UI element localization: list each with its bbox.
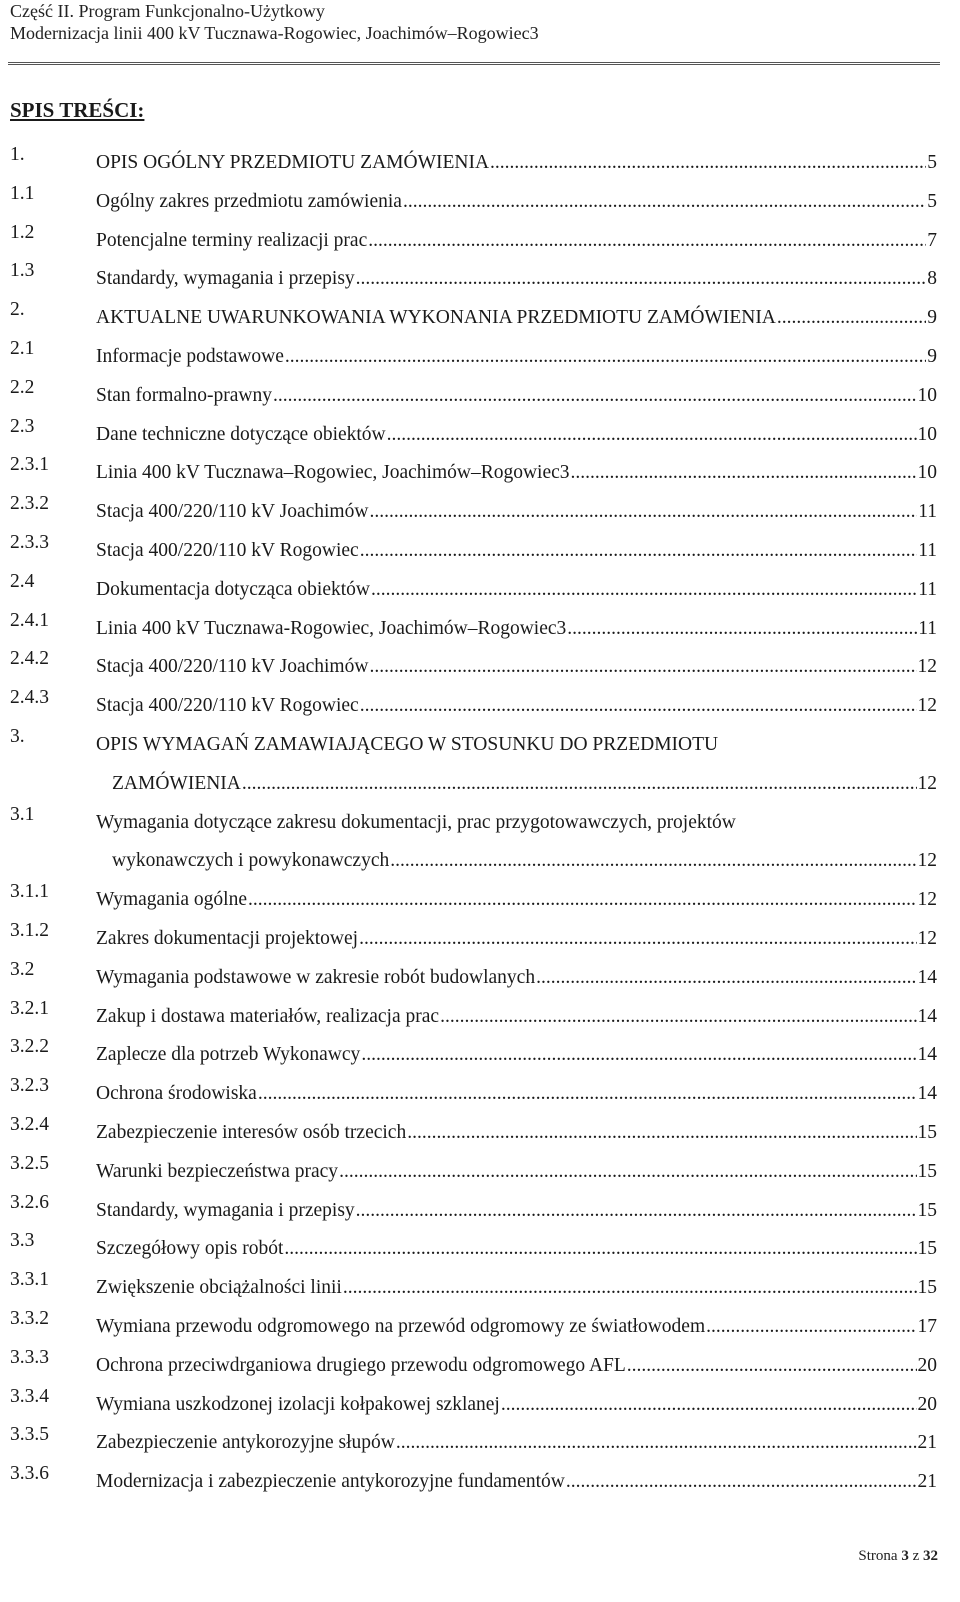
toc-entry-page: 20 bbox=[917, 1393, 937, 1415]
footer-of: z bbox=[912, 1548, 920, 1564]
toc-entry-title: Linia 400 kV Tucznawa–Rogowiec, Joachimów–Rogowiec3 bbox=[96, 462, 570, 484]
toc-leader-dots bbox=[356, 1192, 917, 1231]
toc-entry-title: Informacje podstawowe bbox=[96, 345, 284, 367]
toc-entry[interactable] bbox=[10, 1463, 937, 1502]
toc-entry-title: wykonawczych i powykonawczych bbox=[112, 850, 390, 872]
toc-entry-title: Ogólny zakres przedmiotu zamówienia bbox=[96, 190, 402, 212]
toc-entry[interactable] bbox=[10, 144, 937, 183]
page-footer bbox=[858, 1548, 938, 1565]
toc-entry-title: Wymagania ogólne bbox=[96, 889, 247, 911]
toc-leader-dots bbox=[501, 1386, 917, 1425]
toc-entry-number: 3.2.2 bbox=[10, 1036, 49, 1058]
toc-heading: SPIS TREŚCI: bbox=[10, 98, 145, 122]
toc-entry-title: Wymagania dotyczące zakresu dokumentacji, prac przygotowawczych, projektów bbox=[96, 811, 736, 833]
toc-entry-title: Dane techniczne dotyczące obiektów bbox=[96, 423, 386, 445]
toc-entry-page: 5 bbox=[927, 190, 937, 212]
toc-entry-number: 3. bbox=[10, 725, 25, 747]
toc-entry-page: 11 bbox=[918, 578, 937, 600]
toc-entry[interactable] bbox=[10, 1075, 937, 1114]
toc-leader-dots bbox=[343, 1269, 917, 1308]
toc-entry-page: 15 bbox=[917, 1121, 937, 1143]
toc-entry[interactable] bbox=[10, 726, 937, 804]
toc-leader-dots bbox=[368, 222, 926, 261]
toc-entry-page: 15 bbox=[917, 1160, 937, 1182]
toc-leader-dots bbox=[440, 998, 916, 1037]
toc-entry-number: 3.3.1 bbox=[10, 1269, 49, 1291]
toc-entry[interactable] bbox=[10, 648, 937, 687]
toc-entry-title: Zabezpieczenie interesów osób trzecich bbox=[96, 1121, 407, 1143]
toc-entry[interactable] bbox=[10, 377, 937, 416]
toc-entry[interactable] bbox=[10, 1114, 937, 1153]
toc-leader-dots bbox=[387, 416, 917, 455]
running-header bbox=[10, 0, 940, 44]
toc-entry-page: 10 bbox=[917, 462, 937, 484]
toc-leader-dots bbox=[390, 842, 916, 881]
toc-entry-number: 2.2 bbox=[10, 376, 35, 398]
toc-entry-number: 3.3.3 bbox=[10, 1346, 49, 1368]
header-divider bbox=[8, 62, 940, 65]
toc-entry-number: 3.2.3 bbox=[10, 1075, 49, 1097]
toc-entry-title: Stan formalno-prawny bbox=[96, 384, 272, 406]
toc-entry[interactable] bbox=[10, 183, 937, 222]
toc-entry-title: Zabezpieczenie antykorozyjne słupów bbox=[96, 1432, 395, 1454]
toc-entry[interactable] bbox=[10, 1424, 937, 1463]
toc-entry-page: 15 bbox=[917, 1199, 937, 1221]
toc-entry-title: Wymiana uszkodzonej izolacji kołpakowej szklanej bbox=[96, 1393, 500, 1415]
toc-entry-number: 2.4 bbox=[10, 570, 35, 592]
toc-entry[interactable] bbox=[10, 920, 937, 959]
footer-total-pages: 32 bbox=[923, 1548, 938, 1564]
toc-entry[interactable] bbox=[10, 1153, 937, 1192]
toc-entry-page: 11 bbox=[918, 501, 937, 523]
toc-entry-title: Stacja 400/220/110 kV Joachimów bbox=[96, 501, 369, 523]
toc-entry-page: 15 bbox=[917, 1238, 937, 1260]
toc-entry[interactable] bbox=[10, 454, 937, 493]
toc-entry[interactable] bbox=[10, 1036, 937, 1075]
toc-entry[interactable] bbox=[10, 610, 937, 649]
toc-entry[interactable] bbox=[10, 804, 937, 882]
toc-entry-number: 3.1.1 bbox=[10, 881, 49, 903]
toc-entry-number: 2.1 bbox=[10, 337, 35, 359]
toc-entry-number: 2.3.1 bbox=[10, 454, 49, 476]
toc-entry-number: 1.2 bbox=[10, 221, 35, 243]
toc-entry-number: 2.3.3 bbox=[10, 531, 49, 553]
toc-entry-number: 1.3 bbox=[10, 260, 35, 282]
toc-leader-dots bbox=[356, 260, 927, 299]
toc-entry-page: 14 bbox=[917, 1083, 937, 1105]
toc-entry-title: AKTUALNE UWARUNKOWANIA WYKONANIA PRZEDMIOTU ZAMÓWIENIA bbox=[96, 307, 776, 329]
toc-entry[interactable] bbox=[10, 299, 937, 338]
toc-entry-title: Zakres dokumentacji projektowej bbox=[96, 927, 359, 949]
toc-entry[interactable] bbox=[10, 260, 937, 299]
toc-leader-dots bbox=[285, 338, 926, 377]
toc-entry-number: 3.3 bbox=[10, 1230, 35, 1252]
toc-entry[interactable] bbox=[10, 1192, 937, 1231]
toc-entry-title: Modernizacja i zabezpieczenie antykorozyjne fundamentów bbox=[96, 1471, 565, 1493]
toc-entry-title: OPIS WYMAGAŃ ZAMAWIAJĄCEGO W STOSUNKU DO PRZEDMIOTU bbox=[96, 733, 719, 755]
toc-entry-number: 1. bbox=[10, 144, 25, 165]
toc-entry[interactable] bbox=[10, 1308, 937, 1347]
toc-entry-number: 3.3.6 bbox=[10, 1463, 49, 1485]
toc-entry-page: 9 bbox=[927, 307, 937, 329]
toc-leader-dots bbox=[339, 1153, 916, 1192]
toc-leader-dots bbox=[242, 765, 917, 804]
toc-entry[interactable] bbox=[10, 222, 937, 261]
toc-entry-title: Stacja 400/220/110 kV Rogowiec bbox=[96, 695, 359, 717]
toc-entry-page: 8 bbox=[927, 268, 937, 290]
toc-leader-dots bbox=[361, 1036, 916, 1075]
toc-entry-page: 21 bbox=[917, 1432, 937, 1454]
toc-entry[interactable] bbox=[10, 1230, 937, 1269]
toc-entry-page: 14 bbox=[917, 1005, 937, 1027]
toc-entry-page: 12 bbox=[917, 772, 937, 794]
toc-entry[interactable] bbox=[10, 532, 937, 571]
toc-leader-dots bbox=[284, 1230, 916, 1269]
toc-entry-title: Ochrona środowiska bbox=[96, 1083, 257, 1105]
toc-entry-page: 7 bbox=[927, 229, 937, 251]
toc-entry-title: Wymagania podstawowe w zakresie robót budowlanych bbox=[96, 966, 536, 988]
header-title: Część II. Program Funkcjonalno-Użytkowy bbox=[10, 1, 325, 21]
toc-entry-page: 5 bbox=[927, 152, 937, 173]
toc-entry[interactable] bbox=[10, 687, 937, 726]
toc-entry-number: 3.2.4 bbox=[10, 1113, 49, 1135]
toc-leader-dots bbox=[258, 1075, 917, 1114]
toc-entry-title: Szczegółowy opis robót bbox=[96, 1238, 284, 1260]
toc-entry-page: 14 bbox=[917, 1044, 937, 1066]
toc-entry-number: 3.2 bbox=[10, 958, 35, 980]
toc-leader-dots bbox=[403, 183, 926, 222]
toc-entry-number: 3.1 bbox=[10, 803, 35, 825]
toc-entry-number: 1.1 bbox=[10, 182, 35, 204]
toc-entry-page: 9 bbox=[927, 345, 937, 367]
toc-entry-number: 3.2.5 bbox=[10, 1152, 49, 1174]
toc-entry[interactable] bbox=[10, 998, 937, 1037]
toc-entry-number: 3.3.4 bbox=[10, 1385, 49, 1407]
toc-leader-dots bbox=[490, 144, 926, 183]
toc-entry-title: Linia 400 kV Tucznawa-Rogowiec, Joachimów–Rogowiec3 bbox=[96, 617, 567, 639]
toc-entry-page: 21 bbox=[917, 1471, 937, 1493]
toc-entry-title: Dokumentacja dotycząca obiektów bbox=[96, 578, 370, 600]
toc-entry[interactable] bbox=[10, 416, 937, 455]
toc-leader-dots bbox=[371, 571, 917, 610]
toc-entry-page: 12 bbox=[917, 850, 937, 872]
header-subtitle: Modernizacja linii 400 kV Tucznawa-Rogowiec, Joachimów–Rogowiec3 bbox=[10, 23, 539, 43]
toc-entry-title: Zaplecze dla potrzeb Wykonawcy bbox=[96, 1044, 361, 1066]
toc-entry-page: 12 bbox=[917, 927, 937, 949]
toc-leader-dots bbox=[536, 959, 916, 998]
toc-entry-title: Warunki bezpieczeństwa pracy bbox=[96, 1160, 339, 1182]
toc-entry-title: Zakup i dostawa materiałów, realizacja prac bbox=[96, 1005, 440, 1027]
toc-entry-title: Standardy, wymagania i przepisy bbox=[96, 268, 355, 290]
toc-leader-dots bbox=[369, 493, 917, 532]
toc-entry-page: 17 bbox=[917, 1315, 937, 1337]
toc-entry-page: 11 bbox=[918, 539, 937, 561]
toc-leader-dots bbox=[248, 881, 917, 920]
toc-entry-title: Ochrona przeciwdrganiowa drugiego przewodu odgromowego AFL bbox=[96, 1354, 626, 1376]
toc-entry[interactable] bbox=[10, 571, 937, 610]
toc-entry[interactable] bbox=[10, 1347, 937, 1386]
toc-entry[interactable] bbox=[10, 959, 937, 998]
toc-entry-title: Zwiększenie obciążalności linii bbox=[96, 1277, 342, 1299]
toc-entry-page: 10 bbox=[917, 384, 937, 406]
toc-entry-number: 2.4.1 bbox=[10, 609, 49, 631]
toc-leader-dots bbox=[567, 610, 917, 649]
toc-entry-number: 2.3.2 bbox=[10, 493, 49, 515]
toc-leader-dots bbox=[407, 1114, 916, 1153]
toc-entry-page: 10 bbox=[917, 423, 937, 445]
toc-entry-page: 20 bbox=[917, 1354, 937, 1376]
toc-entry-page: 12 bbox=[917, 695, 937, 717]
toc-entry-number: 3.2.1 bbox=[10, 997, 49, 1019]
toc-entry[interactable] bbox=[10, 881, 937, 920]
toc-leader-dots bbox=[396, 1424, 917, 1463]
toc-entry[interactable] bbox=[10, 493, 937, 532]
toc-leader-dots bbox=[360, 687, 917, 726]
toc-entry-title: Potencjalne terminy realizacji prac bbox=[96, 229, 368, 251]
toc-entry-title: Wymiana przewodu odgromowego na przewód odgromowy ze światłowodem bbox=[96, 1315, 706, 1337]
toc-leader-dots bbox=[706, 1308, 916, 1347]
toc-entry-title: Stacja 400/220/110 kV Rogowiec bbox=[96, 539, 359, 561]
toc-entry-number: 2. bbox=[10, 299, 25, 321]
toc-leader-dots bbox=[777, 299, 926, 338]
toc-entry-title: Stacja 400/220/110 kV Joachimów bbox=[96, 656, 369, 678]
toc-leader-dots bbox=[566, 1463, 917, 1502]
toc-entry-number: 3.2.6 bbox=[10, 1191, 49, 1213]
toc-entry-number: 3.3.5 bbox=[10, 1424, 49, 1446]
toc-leader-dots bbox=[369, 648, 916, 687]
toc-entry-page: 15 bbox=[917, 1277, 937, 1299]
toc-leader-dots bbox=[627, 1347, 917, 1386]
toc-entry[interactable] bbox=[10, 338, 937, 377]
footer-label: Strona bbox=[858, 1548, 898, 1564]
toc-leader-dots bbox=[359, 920, 916, 959]
toc-leader-dots bbox=[360, 532, 918, 571]
toc-entry-number: 2.4.3 bbox=[10, 687, 49, 709]
footer-page-number: 3 bbox=[901, 1548, 909, 1564]
toc-entry[interactable] bbox=[10, 1269, 937, 1308]
toc-entry-page: 12 bbox=[917, 889, 937, 911]
toc-entry-page: 12 bbox=[917, 656, 937, 678]
toc-entry-title: Standardy, wymagania i przepisy bbox=[96, 1199, 355, 1221]
toc-entry-number: 2.3 bbox=[10, 415, 35, 437]
toc-leader-dots bbox=[273, 377, 917, 416]
toc-entry-number: 3.3.2 bbox=[10, 1307, 49, 1329]
table-of-contents bbox=[10, 144, 937, 1502]
toc-entry[interactable] bbox=[10, 1386, 937, 1425]
toc-entry-page: 11 bbox=[918, 617, 937, 639]
toc-entry-title: ZAMÓWIENIA bbox=[112, 772, 241, 794]
toc-entry-number: 2.4.2 bbox=[10, 648, 49, 670]
toc-leader-dots bbox=[571, 454, 917, 493]
toc-entry-page: 14 bbox=[917, 966, 937, 988]
toc-entry-title: OPIS OGÓLNY PRZEDMIOTU ZAMÓWIENIA bbox=[96, 152, 490, 173]
toc-entry-number: 3.1.2 bbox=[10, 919, 49, 941]
